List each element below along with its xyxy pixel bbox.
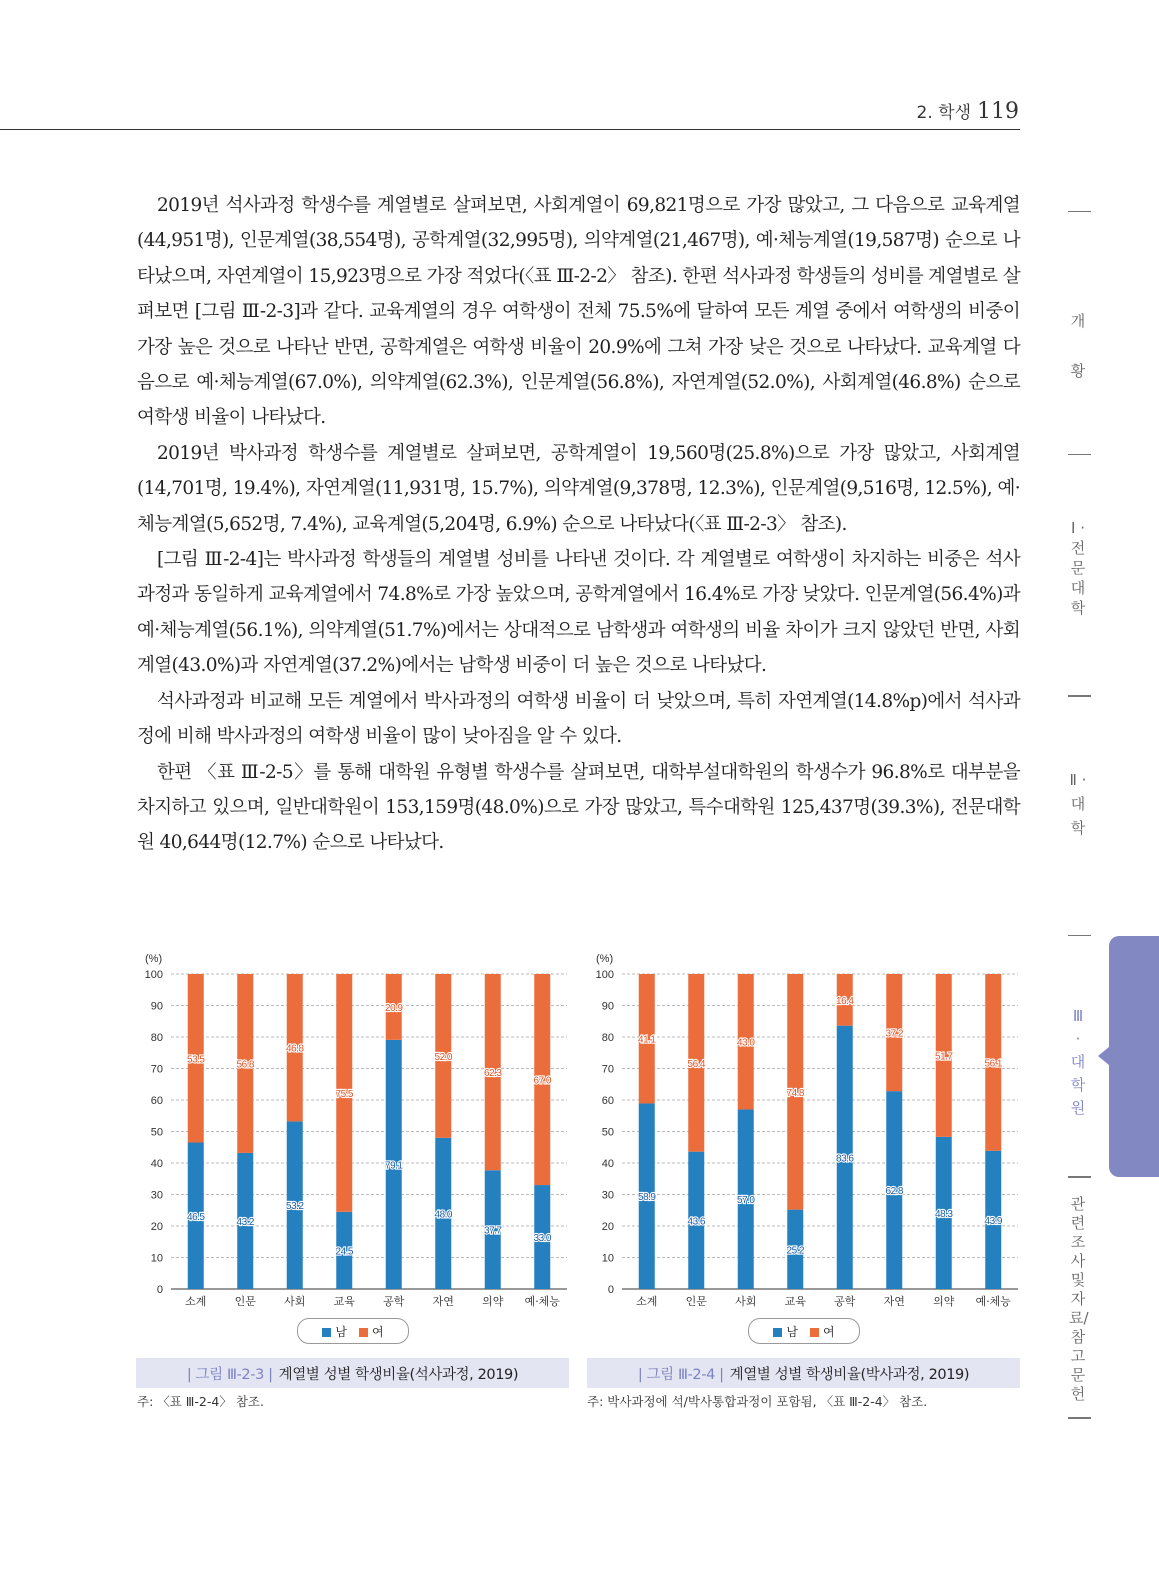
data-label: 20.9: [385, 1002, 403, 1014]
side-nav-item-university[interactable]: Ⅱ · 대 학: [1069, 771, 1087, 837]
male-swatch-icon: [773, 1328, 782, 1337]
legend-item-female: 여: [810, 1323, 835, 1340]
legend-item-male: 남: [322, 1323, 347, 1340]
data-label: 43.6: [687, 1216, 705, 1228]
figure-note: 주: 〈표 Ⅲ-2-4〉 참조.: [137, 1394, 264, 1409]
paragraph: 2019년 박사과정 학생수를 계열별로 살펴보면, 공학계열이 19,560명(25.8%)으로 가장 많았고, 사회계열(14,701명, 19.4%), 자연계열(11,931명, 15.7%), 의약계열(9,378명, 12.3%), 인문계열(9,516명, 12.5%), 예·체능계열(5,652명, 7.4%), 교육계열(5,204명, 6.9%) 순으로 나타났다(〈표 Ⅲ-2-3〉 참조).: [137, 442, 1020, 535]
paragraph: [그림 Ⅲ-2-4]는 박사과정 학생들의 계열별 성비를 나타낸 것이다. 각 계열별로 여학생이 차지하는 비중은 석사과정과 동일하게 교육계열에서 74.8%로 가장 높았으며, 공학계열에서 16.4%로 가장 낮았다. 인문계열(56.4%)과 예·체능계열(56.1%), 의약계열(51.7%)에서는 상대적으로 남학생과 여학생의 비율 차이가 크지 않았던 반면, 사회계열(43.0%)과 자연계열(37.2%)에서는 남학생 비중이 더 높은 것으로 나타났다.: [137, 549, 1020, 677]
data-label: 25.2: [786, 1245, 804, 1257]
data-label: 67.0: [533, 1075, 551, 1087]
y-tick-label: 0: [607, 1284, 614, 1296]
side-divider: [1068, 1417, 1091, 1419]
y-tick-label: 80: [150, 1032, 163, 1044]
y-tick-label: 40: [150, 1158, 163, 1170]
y-tick-label: 60: [601, 1095, 614, 1107]
x-tick-label: 인문: [234, 1295, 256, 1308]
figure-title: 계열별 성별 학생비율(석사과정, 2019): [278, 1366, 519, 1383]
x-tick-label: 사회: [284, 1295, 306, 1308]
x-tick-label: 교육: [333, 1295, 355, 1308]
data-label: 33.0: [533, 1233, 551, 1245]
data-label: 56.4: [687, 1058, 705, 1070]
x-tick-label: 예·체능: [524, 1295, 560, 1308]
y-tick-label: 100: [595, 969, 614, 981]
x-tick-label: 의약: [482, 1295, 504, 1308]
x-tick-label: 공학: [834, 1295, 856, 1308]
paragraph: 석사과정과 비교해 모든 계열에서 박사과정의 여학생 비율이 더 낮았으며, 특히 자연계열(14.8%p)에서 석사과정에 비해 박사과정의 여학생 비율이 많이 낮아짐을 알 수 있다.: [137, 690, 1020, 748]
data-label: 24.5: [335, 1246, 353, 1258]
side-nav-item-overview[interactable]: 개 황: [1070, 312, 1086, 380]
y-tick-label: 90: [601, 1000, 614, 1013]
figure-title: 계열별 성별 학생비율(박사과정, 2019): [729, 1366, 970, 1383]
data-label: 74.8: [786, 1087, 804, 1099]
data-label: 83.6: [836, 1153, 854, 1165]
female-swatch-icon: [359, 1328, 368, 1337]
y-tick-label: 70: [150, 1063, 163, 1076]
data-label: 37.2: [885, 1028, 903, 1040]
y-tick-label: 20: [150, 1221, 163, 1233]
data-label: 53.2: [286, 1201, 304, 1213]
x-tick-label: 공학: [383, 1295, 405, 1308]
side-divider: [1068, 695, 1091, 697]
y-tick-label: 0: [156, 1284, 163, 1296]
y-tick-label: 10: [150, 1252, 163, 1265]
y-axis-label: (%): [145, 953, 163, 965]
data-label: 57.0: [737, 1195, 755, 1207]
x-tick-label: 인문: [685, 1295, 707, 1308]
x-tick-label: 소계: [636, 1295, 658, 1308]
side-divider: [1068, 454, 1091, 455]
data-label: 58.9: [638, 1192, 656, 1204]
x-tick-label: 의약: [933, 1295, 955, 1308]
data-label: 52.0: [434, 1051, 452, 1063]
x-tick-label: 예·체능: [975, 1295, 1011, 1308]
y-tick-label: 20: [601, 1221, 614, 1233]
chart-legend: [297, 1318, 409, 1344]
tab-pointer-icon: [1098, 1047, 1109, 1065]
side-nav-item-references[interactable]: 관련조사 및 자료/참고문헌: [1069, 1195, 1089, 1403]
legend-item-female: 여: [359, 1323, 384, 1340]
page-number: 119: [977, 99, 1019, 124]
data-label: 46.5: [187, 1211, 205, 1223]
y-tick-label: 30: [150, 1189, 163, 1202]
y-tick-label: 90: [150, 1000, 163, 1013]
x-tick-label: 소계: [185, 1295, 207, 1308]
data-label: 62.8: [885, 1186, 903, 1198]
data-label: 56.1: [984, 1058, 1002, 1070]
data-label: 48.3: [935, 1208, 953, 1220]
chart-masters-gender-ratio: [137, 950, 577, 1316]
data-label: 46.8: [286, 1043, 304, 1055]
paragraph: 2019년 석사과정 학생수를 계열별로 살펴보면, 사회계열이 69,821명으로 가장 많았고, 그 다음으로 교육계열(44,951명), 인문계열(38,554명), 공학계열(32,995명), 의약계열(21,467명), 예·체능계열(19,587명) 순으로 나타났으며, 자연계열이 15,923명으로 가장 적었다(〈표 Ⅲ-2-2〉 참조). 한편 석사과정 학생들의 성비를 계열별로 살펴보면 [그림 Ⅲ-2-3]과 같다. 교육계열의 경우 여학생이 전체 75.5%에 달하여 모든 계열 중에서 여학생의 비중이 가장 높은 것으로 나타난 반면, 공학계열은 여학생 비율이 20.9%에 그쳐 가장 낮은 것으로 나타났다. 교육계열 다음으로 예·체능계열(67.0%), 의약계열(62.3%), 인문계열(56.8%), 자연계열(52.0%), 사회계열(46.8%) 순으로 여학생 비율이 나타났다.: [137, 195, 1020, 429]
legend-item-male: 남: [773, 1323, 798, 1340]
data-label: 62.3: [484, 1068, 502, 1080]
y-tick-label: 30: [601, 1189, 614, 1202]
chart-doctoral-gender-ratio: [588, 950, 1028, 1316]
y-tick-label: 10: [601, 1252, 614, 1265]
paragraph: 한편 〈표 Ⅲ-2-5〉를 통해 대학원 유형별 학생수를 살펴보면, 대학부설대학원의 학생수가 96.8%로 대부분을 차지하고 있으며, 일반대학원이 153,159명(48.0%)으로 가장 많았고, 특수대학원 125,437명(39.3%), 전문대학원 40,644명(12.7%) 순으로 나타났다.: [137, 761, 1020, 854]
data-label: 43.0: [737, 1037, 755, 1049]
data-label: 37.7: [484, 1225, 502, 1237]
body-text: [137, 188, 1020, 861]
active-section-tab: [1109, 936, 1159, 1177]
data-label: 41.1: [638, 1034, 656, 1046]
y-tick-label: 40: [601, 1158, 614, 1170]
data-label: 16.4: [836, 995, 854, 1007]
male-swatch-icon: [322, 1328, 331, 1337]
data-label: 48.0: [434, 1209, 452, 1221]
running-header: [917, 98, 1019, 124]
x-tick-label: 사회: [735, 1295, 757, 1308]
side-nav-item-college[interactable]: Ⅰ · 전문대학: [1070, 519, 1086, 617]
y-tick-label: 60: [150, 1095, 163, 1107]
side-divider: [1068, 935, 1091, 936]
y-tick-label: 50: [601, 1126, 614, 1139]
data-label: 43.2: [236, 1216, 254, 1228]
x-tick-label: 자연: [432, 1295, 454, 1308]
y-axis-label: (%): [596, 953, 614, 965]
figure-note: 주: 박사과정에 석/박사통합과정이 포함됨, 〈표 Ⅲ-2-4〉 참조.: [587, 1394, 928, 1409]
x-tick-label: 교육: [784, 1295, 806, 1308]
y-tick-label: 80: [601, 1032, 614, 1044]
side-divider: [1068, 211, 1091, 212]
data-label: 51.7: [935, 1051, 953, 1063]
data-label: 79.1: [385, 1160, 403, 1172]
data-label: 56.8: [236, 1059, 254, 1071]
female-swatch-icon: [810, 1328, 819, 1337]
side-nav-item-graduate[interactable]: Ⅲ · 대학원: [1070, 1007, 1086, 1117]
figure-label: | 그림 Ⅲ-2-4 |: [637, 1366, 724, 1383]
data-label: 53.5: [187, 1054, 205, 1066]
data-label: 75.5: [335, 1088, 353, 1100]
y-tick-label: 70: [601, 1063, 614, 1076]
section-title: 2. 학생: [916, 103, 971, 123]
y-tick-label: 50: [150, 1126, 163, 1139]
data-label: 43.9: [984, 1215, 1002, 1227]
chart-legend: [748, 1318, 860, 1344]
y-tick-label: 100: [144, 969, 163, 981]
side-divider: [1068, 1176, 1091, 1178]
figure-label: | 그림 Ⅲ-2-3 |: [186, 1366, 273, 1383]
header-rule: [0, 129, 1020, 130]
figure-caption: [587, 1358, 1020, 1388]
x-tick-label: 자연: [883, 1295, 905, 1308]
figure-caption: [136, 1358, 569, 1388]
